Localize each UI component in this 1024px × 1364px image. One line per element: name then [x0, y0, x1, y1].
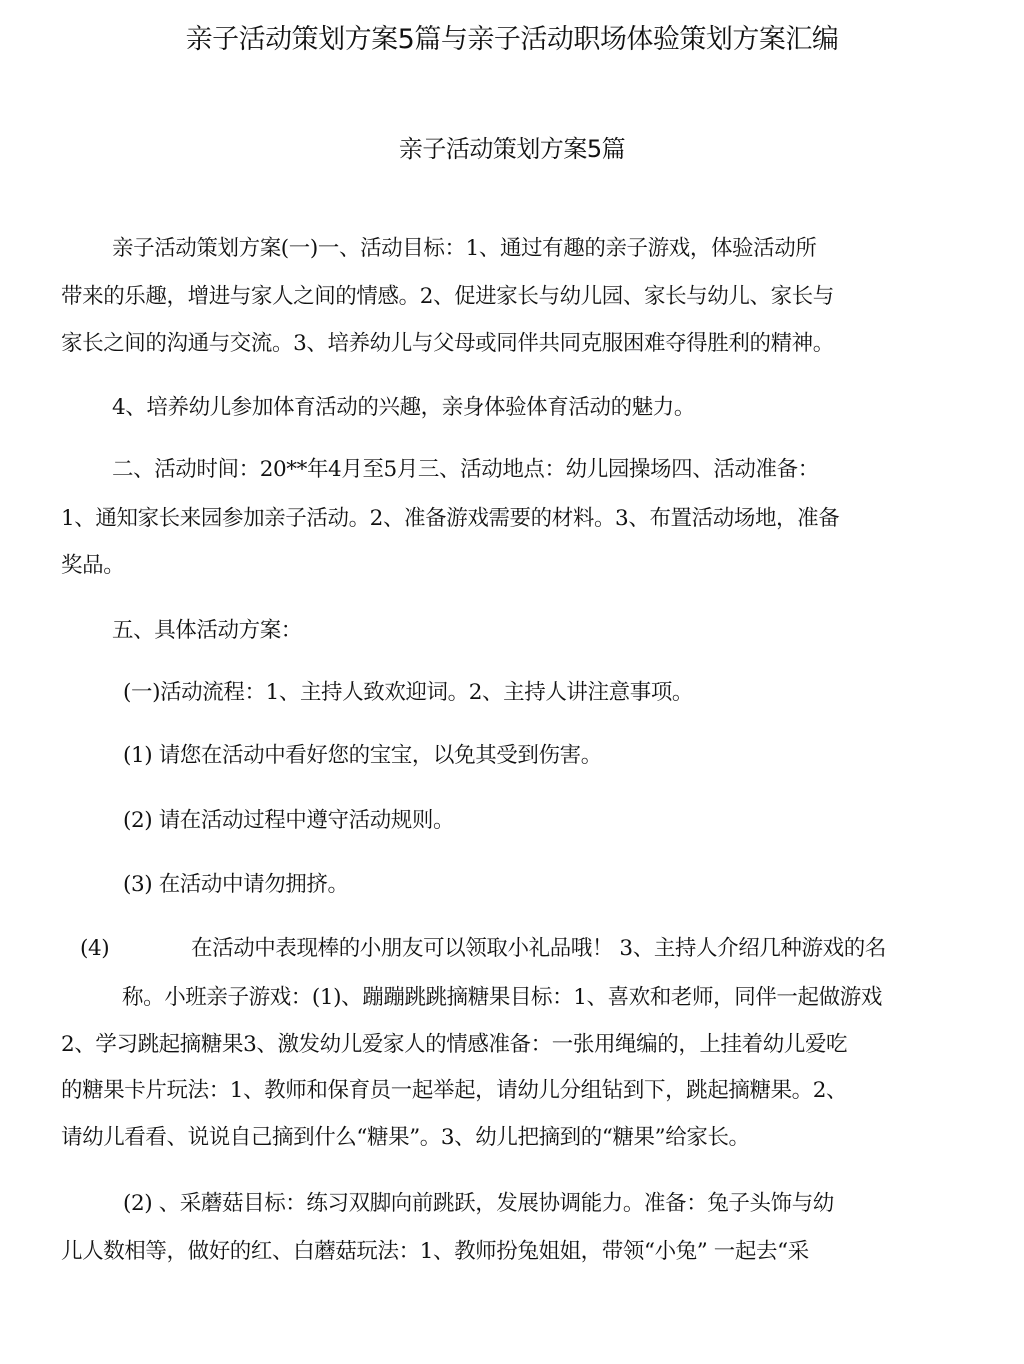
paragraph-line: 称。小班亲子游戏：(1)、蹦蹦跳跳摘糖果目标：1、喜欢和老师，同伴一起做游戏: [122, 985, 882, 1010]
section-heading: 五、具体活动方案：: [112, 618, 302, 643]
paragraph-line: 奖品。: [61, 553, 125, 578]
paragraph-line: 的糖果卡片玩法：1、教师和保育员一起举起，请幼儿分组钻到下，跳起摘糖果。2、: [61, 1078, 848, 1103]
list-item: 在活动中表现棒的小朋友可以领取小礼品哦！ 3、主持人介绍几种游戏的名: [191, 936, 886, 961]
paragraph-line: (2) 、采蘑菇目标：练习双脚向前跳跃，发展协调能力。准备：兔子头饰与幼: [123, 1191, 834, 1216]
list-item-number: (4): [80, 936, 110, 961]
paragraph-line: 二、活动时间：20**年4月至5月三、活动地点：幼儿园操场四、活动准备：: [112, 457, 819, 482]
paragraph-line: 4、培养幼儿参加体育活动的兴趣，亲身体验体育活动的魅力。: [112, 395, 695, 420]
paragraph-line: 家长之间的沟通与交流。3、培养幼儿与父母或同伴共同克服困难夺得胜利的精神。: [61, 331, 834, 356]
list-item: (2) 请在活动过程中遵守活动规则。: [123, 808, 455, 833]
list-item: (3) 在活动中请勿拥挤。: [123, 872, 349, 897]
paragraph-line: 儿人数相等，做好的红、白蘑菇玩法：1、教师扮兔姐姐，带领“小兔” 一起去“采: [61, 1239, 809, 1264]
paragraph-line: 请幼儿看看、说说自己摘到什么“糖果”。3、幼儿把摘到的“糖果”给家长。: [61, 1125, 750, 1150]
paragraph-line: 2、学习跳起摘糖果3、激发幼儿爱家人的情感准备：一张用绳编的，上挂着幼儿爱吃: [61, 1032, 848, 1057]
paragraph-line: (一)活动流程：1、主持人致欢迎词。2、主持人讲注意事项。: [123, 680, 694, 705]
paragraph-line: 1、通知家长来园参加亲子活动。2、准备游戏需要的材料。3、布置活动场地，准备: [61, 506, 840, 531]
paragraph-line: 亲子活动策划方案(一)一、活动目标：1、通过有趣的亲子游戏，体验活动所: [112, 236, 817, 261]
document-subtitle: 亲子活动策划方案5篇: [398, 135, 626, 163]
paragraph-line: 带来的乐趣，增进与家人之间的情感。2、促进家长与幼儿园、家长与幼儿、家长与: [61, 284, 834, 309]
document-title: 亲子活动策划方案5篇与亲子活动职场体验策划方案汇编: [185, 24, 839, 55]
list-item: (1) 请您在活动中看好您的宝宝，以免其受到伤害。: [123, 743, 602, 768]
